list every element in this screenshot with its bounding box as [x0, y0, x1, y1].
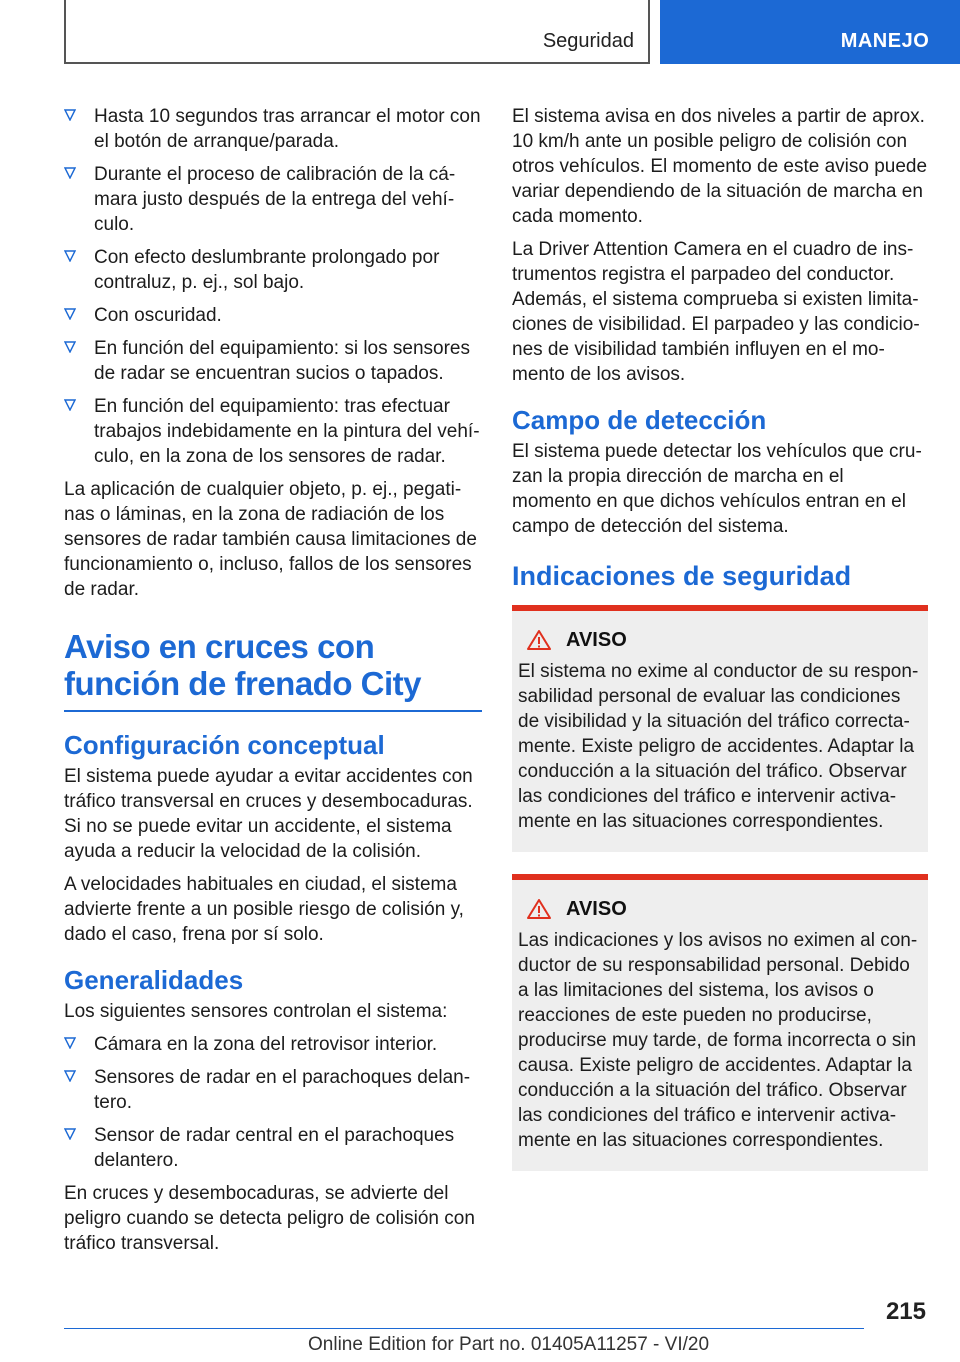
paragraph: La Driver Attention Camera en el cuadro de instrumentos registra el parpadeo del conductor. Además, el sistema comprueba si existen limitaciones de visibilidad. El parpadeo y las condiciones de visibilidad también influyen en el momento de los avisos. — [512, 239, 920, 385]
list-item: Sensores de radar en el parachoques delantero. — [64, 1065, 482, 1115]
paragraph: El sistema avisa en dos niveles a partir de aprox. 10 km/h ante un posible peligro de colisión con otros vehículos. El momento de este aviso puede variar dependiendo de la situación de marcha en cada momento. — [512, 106, 928, 227]
subheading-configuracion: Configuración conceptual — [64, 730, 385, 760]
triangle-bullet-icon — [64, 399, 76, 411]
triangle-bullet-icon — [64, 308, 76, 320]
warning-box — [512, 874, 928, 1171]
header-box — [64, 0, 650, 64]
paragraph: La aplicación de cualquier objeto, p. ej., pegatinas o láminas, en la zona de radiación de los sensores de radar también causa limitaciones de funcionamiento o, incluso, fallos de los sensores de radar. — [64, 479, 477, 600]
list-item: Cámara en la zona del retrovisor interior. — [64, 1032, 482, 1057]
warning-text: Las indicaciones y los avisos no eximen al conductor de su responsabilidad personal. Debido a las limitaciones del sistema, los avisos o reacciones de este pueden no producirse, producirse muy tarde, de forma incorrecta o sin causa. Existe peligro de accidentes. Adaptar la conducción a la situación del tráfico. Observar las condiciones del tráfico e intervenir activamente en las situaciones correspondientes. — [518, 930, 918, 1151]
list-item: Con oscuridad. — [64, 303, 482, 328]
list-item: En función del equipamiento: tras efectuar trabajos indebidamente en la pintura del vehículo, en la zona de los sensores de radar. — [64, 394, 482, 469]
bullet-list-conditions — [64, 104, 482, 469]
triangle-bullet-icon — [64, 109, 76, 121]
triangle-bullet-icon — [64, 1070, 76, 1082]
warning-header — [526, 627, 922, 653]
triangle-bullet-icon — [64, 250, 76, 262]
triangle-bullet-icon — [64, 1037, 76, 1049]
paragraph: A velocidades habituales en ciudad, el sistema advierte frente a un posible riesgo de colisión y, dado el caso, frena por sí solo. — [64, 874, 464, 945]
left-column — [64, 104, 482, 1264]
paragraph: Los siguientes sensores controlan el sistema: — [64, 1001, 448, 1022]
section-heading: Aviso en cruces con función de frenado City — [64, 628, 422, 702]
bullet-list-sensors — [64, 1032, 482, 1173]
subheading-generalidades: Generalidades — [64, 965, 244, 995]
list-item: Durante el proceso de calibración de la cámara justo después de la entrega del vehículo. — [64, 162, 482, 237]
warning-title: AVISO — [566, 897, 627, 920]
list-item: Con efecto deslumbrante prolongado por contraluz, p. ej., sol bajo. — [64, 245, 482, 295]
triangle-bullet-icon — [64, 1128, 76, 1140]
warning-box — [512, 605, 928, 852]
paragraph: En cruces y desembocaduras, se advierte del peligro cuando se detecta peligro de colisión con tráfico transversal. — [64, 1183, 475, 1254]
warning-header — [526, 896, 922, 922]
heading-rule — [64, 710, 482, 712]
subheading-campo-deteccion: Campo de detección — [512, 405, 767, 435]
paragraph: El sistema puede ayudar a evitar accidentes con tráfico transversal en cruces y desembocaduras. Si no se puede evitar un accidente, el sistema ayuda a reducir la velocidad de la colisión. — [64, 766, 473, 862]
section-title: Seguridad — [542, 30, 634, 52]
triangle-bullet-icon — [64, 167, 76, 179]
triangle-bullet-icon — [64, 341, 76, 353]
subheading-indicaciones: Indicaciones de seguridad — [512, 561, 852, 591]
footer-rule — [64, 1328, 864, 1329]
warning-triangle-icon — [526, 898, 552, 920]
chapter-tab[interactable] — [660, 0, 960, 64]
list-item: Sensor de radar central en el parachoques delantero. — [64, 1123, 482, 1173]
warning-text: El sistema no exime al conductor de su responsabilidad personal de evaluar las condiciones de visibilidad y la situación del tráfico correctamente. Existe peligro de accidentes. Adaptar la conducción a la situación del tráfico. Observar las condiciones del tráfico e intervenir activamente en las situaciones correspondientes. — [518, 661, 919, 832]
edition-footer: Online Edition for Part no. 01405A11257 - VI/20 — [308, 1334, 710, 1355]
right-column — [512, 104, 928, 1171]
chapter-tab-label: MANEJO — [840, 29, 930, 52]
page-number: 215 — [885, 1298, 926, 1325]
list-item: Hasta 10 segundos tras arrancar el motor con el botón de arranque/parada. — [64, 104, 482, 154]
warning-triangle-icon — [526, 629, 552, 651]
paragraph: El sistema puede detectar los vehículos que cruzan la propia dirección de marcha en el momento en que dichos vehículos entran en el campo de detección del sistema. — [512, 441, 922, 537]
list-item: En función del equipamiento: si los sensores de radar se encuentran sucios o tapados. — [64, 336, 482, 386]
warning-title: AVISO — [566, 628, 627, 651]
